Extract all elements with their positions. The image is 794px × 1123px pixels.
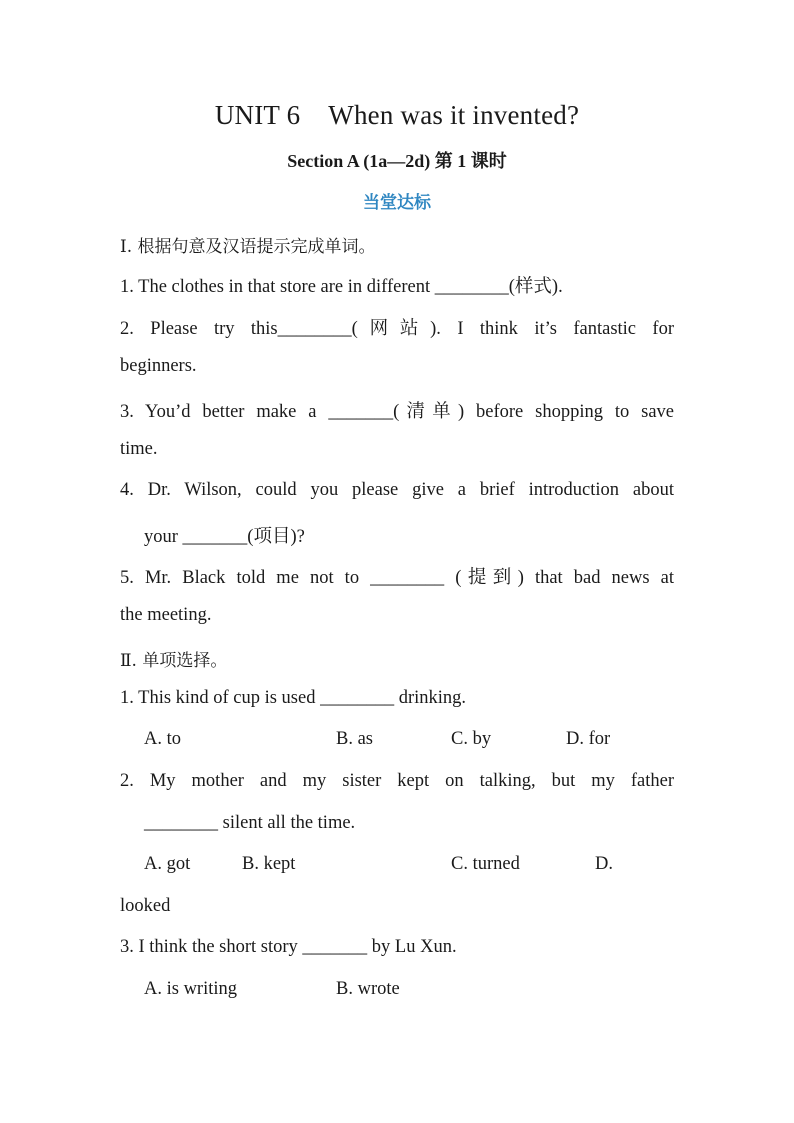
question-1: 1. This kind of cup is used ________ drinking.: [120, 688, 467, 708]
question-2-line-2: ________ silent all the time.: [144, 813, 356, 833]
q3-option-b: B. wrote: [336, 979, 400, 999]
q1-option-a: A. to: [144, 729, 181, 749]
q1-option-d: D. for: [566, 729, 611, 749]
section-tag: 当堂达标: [363, 193, 431, 213]
q2-option-d-wrap: looked: [120, 896, 171, 916]
part1-line-1: 1. The clothes in that store are in different ________(样式).: [120, 277, 563, 297]
part1-line-9: the meeting.: [120, 605, 212, 625]
q1-option-c: C. by: [451, 729, 492, 749]
unit-number: UNIT 6: [214, 100, 301, 130]
section-subtitle: Section A (1a—2d) 第 1 课时: [287, 151, 507, 171]
unit-title: [120, 100, 674, 131]
unit-question: When was it invented?: [328, 100, 580, 130]
part1-heading: Ⅰ. 根据句意及汉语提示完成单词。: [120, 237, 376, 257]
question-3: 3. I think the short story _______ by Lu Xun.: [120, 937, 457, 957]
part1-line-8: 5. Mr. Black told me not to ________ (提到) that bad news at: [120, 568, 674, 588]
q2-option-a: A. got: [144, 854, 191, 874]
part1-line-3: beginners.: [120, 356, 197, 376]
part1-line-7: your _______(项目)?: [144, 527, 305, 547]
q2-option-c: C. turned: [451, 854, 520, 874]
q2-option-d: D.: [595, 854, 613, 874]
q3-option-a: A. is writing: [144, 979, 238, 999]
part1-line-4: 3. You’d better make a _______(清单) before shopping to save: [120, 402, 674, 422]
part1-line-6: 4. Dr. Wilson, could you please give a brief introduction about: [120, 480, 674, 500]
q2-option-b: B. kept: [242, 854, 296, 874]
part1-line-2: 2. Please try this________(网站). I think it’s fantastic for: [120, 319, 674, 339]
part2-heading: Ⅱ. 单项选择。: [120, 651, 228, 671]
question-2-line-1: 2. My mother and my sister kept on talking, but my father: [120, 771, 674, 791]
part1-line-5: time.: [120, 439, 158, 459]
q1-option-b: B. as: [336, 729, 373, 749]
